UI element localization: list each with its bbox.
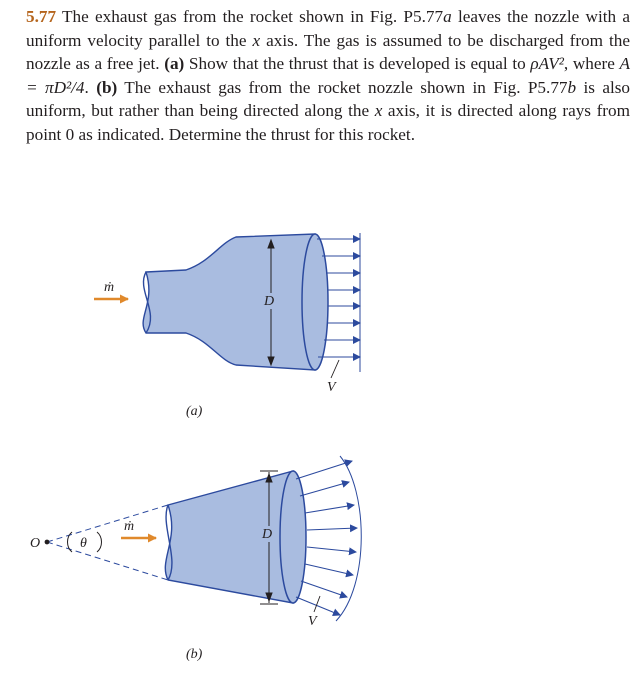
exit-surface-b (280, 471, 306, 603)
problem-text: The exhaust gas from the rocket nozzle shown in Fig. P5.77 (117, 77, 568, 97)
velocity-label-a: V (327, 380, 336, 395)
x-axis-symbol: x (252, 30, 261, 50)
figure-a-ref: a (443, 7, 452, 26)
x-axis-symbol: x (374, 101, 383, 121)
figure-b (30, 456, 361, 662)
diameter-label-b: D (262, 527, 273, 542)
thrust-formula: ρAV² (530, 54, 564, 74)
problem-number: 5.77 (26, 7, 57, 26)
nozzle-body-a (143, 234, 315, 370)
problem-text: axis, it is directed along rays from point 0 as indicated. Determine the thrust for this rocket. (26, 101, 630, 144)
angle-label-b: θ (80, 536, 87, 551)
problem-text: is also uniform, but rather than being directed along the (26, 77, 631, 121)
diameter-label-a: D (264, 294, 275, 309)
part-a-label: (a) (164, 54, 185, 74)
velocity-leader-b (314, 596, 320, 612)
ray-lower-b (47, 542, 168, 580)
mass-flow-label-a: ṁ (104, 280, 115, 295)
figure-a-caption: (a) (186, 404, 203, 419)
origin-label-b: O (30, 536, 41, 551)
velocity-leader-a (331, 360, 339, 378)
problem-text: leaves the nozzle with a uniform velocity parallel to the (26, 7, 630, 50)
figure-b-caption: (b) (186, 647, 203, 662)
figure-b-ref: b (567, 77, 577, 97)
problem-text: axis. The gas is assumed to be discharged from the nozzle as a free jet. (26, 30, 630, 74)
mass-flow-label-b: ṁ (124, 519, 135, 534)
area-formula: A = πD²/4 (26, 54, 630, 97)
problem-text: The exhaust gas from the rocket shown in Fig. P5.77 (56, 7, 444, 26)
problem-text: Show that the thrust that is developed is equal to (184, 54, 531, 74)
ray-upper-b (47, 505, 168, 542)
angle-arc-right-b (97, 532, 102, 552)
exit-plane-a (302, 234, 328, 370)
part-b-label: (b) (96, 77, 118, 97)
figure-a (94, 233, 360, 419)
problem-text: , where (563, 54, 620, 74)
origin-point-b (45, 540, 50, 545)
velocity-label-b: V (308, 614, 317, 629)
problem-text: . (84, 77, 97, 97)
